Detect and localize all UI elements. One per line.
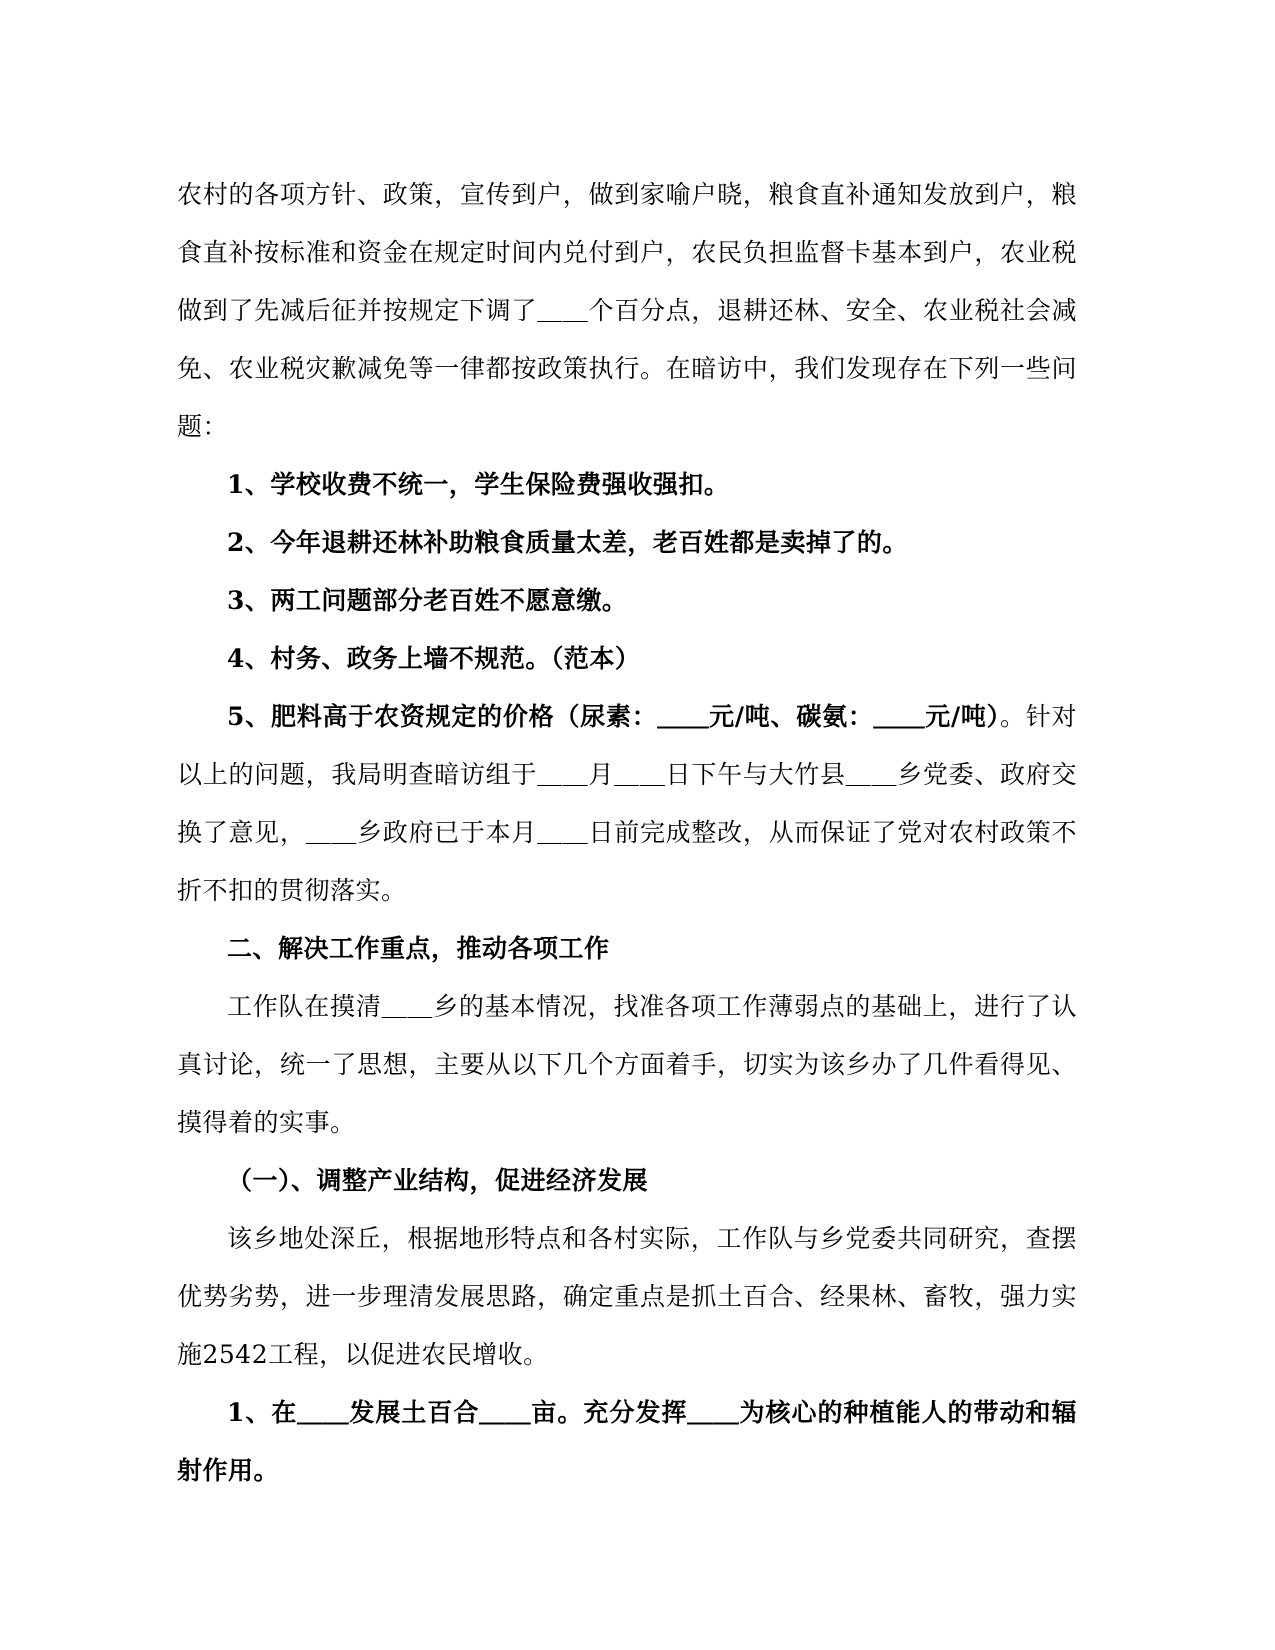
problem-item-5-followup: 。针对以上的问题，我局明查暗访组于＿＿月＿＿日下午与大竹县＿＿乡党委、政府交换了意见，＿＿乡政府已于本月＿＿日前完成整改，从而保证了党对农村政策不折不扣的贯彻落实。 bbox=[177, 702, 1077, 905]
paragraph-industry-structure: 该乡地处深丘，根据地形特点和各村实际，工作队与乡党委共同研究，查摆优势劣势，进一步理清发展思路，确定重点是抓土百合、经果林、畜牧，强力实施2542工程，以促进农民增收。 bbox=[177, 1224, 1077, 1369]
problem-item-2: 2、今年退耕还林补助粮食质量太差，老百姓都是卖掉了的。 bbox=[227, 528, 908, 557]
document-body bbox=[177, 166, 1077, 1500]
problem-item-4: 4、村务、政务上墙不规范。（范本） bbox=[227, 644, 641, 673]
problem-item-3: 3、两工问题部分老百姓不愿意缴。 bbox=[227, 586, 628, 615]
problem-item-5-title: 5、肥料高于农资规定的价格（尿素：＿＿元/吨、碳氨：＿＿元/吨） bbox=[227, 702, 1000, 731]
paragraph-policy-implementation: 农村的各项方针、政策，宣传到户，做到家喻户晓，粮食直补通知发放到户，粮食直补按标准和资金在规定时间内兑付到户，农民负担监督卡基本到户，农业税做到了先减后征并按规定下调了＿＿个百分点，退耕还林、安全、农业税社会减免、农业税灾歉减免等一律都按政策执行。在暗访中，我们发现存在下列一些问题： bbox=[177, 180, 1077, 441]
section-heading-2: 二、解决工作重点，推动各项工作 bbox=[227, 934, 610, 963]
measure-item-1: 1、在＿＿发展土百合＿＿亩。充分发挥＿＿为核心的种植能人的带动和辐射作用。 bbox=[177, 1398, 1077, 1485]
subsection-heading-2-1: （一）、调整产业结构，促进经济发展 bbox=[227, 1166, 649, 1195]
problem-item-1: 1、学校收费不统一，学生保险费强收强扣。 bbox=[227, 470, 730, 499]
problem-item-5 bbox=[177, 688, 1077, 920]
paragraph-work-team-discussion: 工作队在摸清＿＿乡的基本情况，找准各项工作薄弱点的基础上，进行了认真讨论，统一了思想，主要从以下几个方面着手，切实为该乡办了几件看得见、摸得着的实事。 bbox=[177, 992, 1077, 1137]
